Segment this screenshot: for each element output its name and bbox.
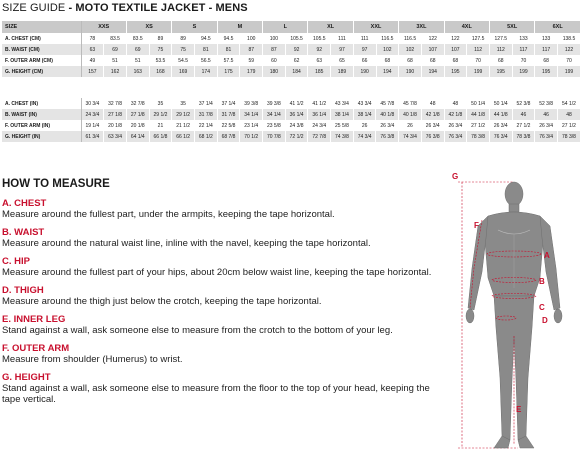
- table-cell: 76 3/8: [376, 131, 399, 142]
- row-label: A. CHEST (IN): [2, 98, 81, 109]
- table-cell: 195: [444, 66, 467, 77]
- table-cell: 112: [489, 44, 512, 55]
- table-cell: 21 1/2: [172, 120, 195, 131]
- table-cell: 27 1/8: [126, 109, 149, 120]
- table-cell: 62: [285, 55, 308, 66]
- step-description: Stand against a wall, ask someone else to measure from the crotch to the bottom of your leg.: [2, 325, 393, 336]
- table-cell: 53.5: [149, 55, 172, 66]
- figure-letter-b: B: [539, 277, 545, 286]
- table-cell: 83.5: [104, 33, 127, 44]
- table-cell: 75: [172, 44, 195, 55]
- table-cell: 44 1/8: [467, 109, 490, 120]
- table-cell: 30 3/4: [81, 98, 104, 109]
- title-prefix: SIZE GUIDE: [2, 2, 66, 14]
- table-cell: 87: [263, 44, 286, 55]
- table-cell: 50 1/4: [489, 98, 512, 109]
- row-label: B. WAIST (IN): [2, 109, 81, 120]
- table-cell: 199: [512, 66, 535, 77]
- step-title: D. THIGH: [2, 285, 44, 296]
- step-description: Measure around the natural waist line, inline with the navel, keeping the tape horizontal.: [2, 238, 371, 249]
- table-cell: 68: [376, 55, 399, 66]
- table-cell: 27 1/2: [557, 120, 580, 131]
- table-cell: 68 1/2: [194, 131, 217, 142]
- table-cell: 174: [194, 66, 217, 77]
- header-cell: SIZE: [2, 21, 81, 33]
- table-cell: 81: [194, 44, 217, 55]
- table-cell: 20 1/8: [104, 120, 127, 131]
- figure-letter-g: G: [452, 172, 459, 181]
- page-title: [2, 2, 248, 14]
- table-cell: 43 3/4: [353, 98, 376, 109]
- measure-step: [2, 372, 442, 405]
- table-cell: 52 3/8: [512, 98, 535, 109]
- row-label: B. WAIST (CM): [2, 44, 81, 55]
- header-cell: 5XL: [489, 21, 534, 33]
- step-title: B. WAIST: [2, 227, 45, 238]
- measure-step: [2, 343, 442, 365]
- table-cell: 92: [308, 44, 331, 55]
- table-cell: 35: [149, 98, 172, 109]
- measure-step: [2, 256, 442, 278]
- measure-step: [2, 198, 442, 220]
- table-cell: 31 7/8: [217, 109, 240, 120]
- table-cell: 168: [149, 66, 172, 77]
- table-cell: 138.5: [558, 33, 581, 44]
- table-cell: 26 3/4: [489, 120, 512, 131]
- table-cell: 100: [240, 33, 263, 44]
- table-cell: 57.5: [217, 55, 240, 66]
- table-cell: 70: [558, 55, 581, 66]
- measure-steps: [2, 198, 442, 412]
- header-cell: S: [172, 21, 217, 33]
- table-row: [2, 131, 581, 142]
- table-cell: 40 1/8: [376, 109, 399, 120]
- header-cell: XL: [308, 21, 353, 33]
- table-cell: 24 3/4: [81, 109, 104, 120]
- step-title: G. HEIGHT: [2, 372, 51, 383]
- table-cell: 74 3/8: [331, 131, 354, 142]
- table-cell: 133: [535, 33, 558, 44]
- table-cell: 46: [535, 109, 558, 120]
- table-cell: 35: [172, 98, 195, 109]
- table-cell: 122: [558, 44, 581, 55]
- table-row: [2, 120, 581, 131]
- table-cell: 43 3/4: [331, 98, 354, 109]
- table-cell: 37 1/4: [217, 98, 240, 109]
- table-cell: 34 1/4: [263, 109, 286, 120]
- table-cell: 83.5: [126, 33, 149, 44]
- table-cell: 107: [444, 44, 467, 55]
- table-cell: 116.5: [399, 33, 422, 44]
- table-cell: 107: [421, 44, 444, 55]
- how-to-measure-heading: HOW TO MEASURE: [2, 178, 110, 190]
- table-row: [2, 55, 581, 66]
- table-cell: 105.5: [285, 33, 308, 44]
- table-cell: 111: [331, 33, 354, 44]
- step-title: E. INNER LEG: [2, 314, 66, 325]
- table-cell: 50 1/4: [467, 98, 490, 109]
- measure-step: [2, 314, 442, 336]
- table-cell: 76 3/4: [535, 131, 558, 142]
- table-cell: 70: [467, 55, 490, 66]
- table-cell: 68: [489, 55, 512, 66]
- measure-step: [2, 285, 442, 307]
- table-cell: 52 3/8: [535, 98, 558, 109]
- title-suffix: - MOTO TEXTILE JACKET - MENS: [65, 2, 248, 14]
- table-cell: 29 1/2: [149, 109, 172, 120]
- table-cell: 39 3/8: [263, 98, 286, 109]
- table-cell: 27 1/2: [512, 120, 535, 131]
- table-cell: 56.5: [194, 55, 217, 66]
- table-cell: 189: [331, 66, 354, 77]
- body-measurement-figure: [448, 168, 582, 452]
- table-cell: 76 3/8: [421, 131, 444, 142]
- table-cell: 133: [512, 33, 535, 44]
- table-cell: 23 1/4: [240, 120, 263, 131]
- table-cell: 184: [285, 66, 308, 77]
- header-cell: 6XL: [535, 21, 581, 33]
- table-cell: 46: [512, 109, 535, 120]
- measure-step: [2, 227, 442, 249]
- table-cell: 195: [489, 66, 512, 77]
- step-title: F. OUTER ARM: [2, 343, 70, 354]
- table-cell: 76 3/4: [489, 131, 512, 142]
- step-description: Measure around the fullest part, under the armpits, keeping the tape horizontal.: [2, 209, 335, 220]
- table-cell: 76 3/4: [444, 131, 467, 142]
- table-cell: 29 1/2: [172, 109, 195, 120]
- table-cell: 194: [421, 66, 444, 77]
- table-cell: 26: [399, 120, 422, 131]
- table-cell: 36 1/4: [285, 109, 308, 120]
- table-cell: 26: [353, 120, 376, 131]
- figure-letter-c: C: [539, 303, 545, 312]
- table-cell: 180: [263, 66, 286, 77]
- figure-letter-d: D: [542, 316, 548, 325]
- table-cell: 89: [172, 33, 195, 44]
- table-cell: 127.5: [489, 33, 512, 44]
- table-cell: 27 1/2: [467, 120, 490, 131]
- table-cell: 63: [308, 55, 331, 66]
- table-row: [2, 66, 581, 77]
- table-cell: 70 1/2: [240, 131, 263, 142]
- table-cell: 64 1/4: [126, 131, 149, 142]
- table-cell: 94.5: [194, 33, 217, 44]
- table-row: [2, 44, 581, 55]
- table-cell: 102: [399, 44, 422, 55]
- table-cell: 24 3/8: [285, 120, 308, 131]
- table-cell: 40 1/8: [399, 109, 422, 120]
- table-cell: 31 7/8: [194, 109, 217, 120]
- header-cell: 4XL: [444, 21, 489, 33]
- table-cell: 162: [104, 66, 127, 77]
- table-cell: 81: [217, 44, 240, 55]
- table-cell: 111: [353, 33, 376, 44]
- table-cell: 45 7/8: [376, 98, 399, 109]
- table-cell: 42 1/8: [421, 109, 444, 120]
- table-header-row: [2, 21, 581, 33]
- table-cell: 194: [376, 66, 399, 77]
- table-cell: 175: [217, 66, 240, 77]
- table-cell: 21: [149, 120, 172, 131]
- table-cell: 94.5: [217, 33, 240, 44]
- table-cell: 89: [149, 33, 172, 44]
- table-cell: 66 1/2: [172, 131, 195, 142]
- step-description: Measure around the thigh just below the crotch, keeping the tape horizontal.: [2, 296, 322, 307]
- table-cell: 37 1/4: [194, 98, 217, 109]
- table-cell: 26 3/4: [376, 120, 399, 131]
- table-cell: 54.5: [172, 55, 195, 66]
- table-cell: 34 1/4: [240, 109, 263, 120]
- table-cell: 66 1/8: [149, 131, 172, 142]
- table-cell: 22 1/4: [194, 120, 217, 131]
- table-cell: 42 1/8: [444, 109, 467, 120]
- table-cell: 190: [353, 66, 376, 77]
- table-cell: 78 3/8: [557, 131, 580, 142]
- table-cell: 38 1/4: [331, 109, 354, 120]
- table-cell: 51: [104, 55, 127, 66]
- row-label: G. HEIGHT (CM): [2, 66, 81, 77]
- table-cell: 102: [376, 44, 399, 55]
- table-cell: 185: [308, 66, 331, 77]
- table-cell: 100: [263, 33, 286, 44]
- table-cell: 32 7/8: [126, 98, 149, 109]
- table-cell: 48: [421, 98, 444, 109]
- table-cell: 54 1/2: [557, 98, 580, 109]
- step-description: Stand against a wall, ask someone else to measure from the floor to the top of your head, keeping the tape vertical.: [2, 383, 430, 405]
- table-cell: 19 1/4: [81, 120, 104, 131]
- table-cell: 74 3/4: [399, 131, 422, 142]
- table-cell: 70: [512, 55, 535, 66]
- step-title: A. CHEST: [2, 198, 47, 209]
- step-description: Measure around the fullest part of your hips, about 20cm below waist line, keeping the tape horizontal.: [2, 267, 432, 278]
- header-cell: 3XL: [399, 21, 444, 33]
- table-cell: 23 5/8: [263, 120, 286, 131]
- table-cell: 26 3/4: [421, 120, 444, 131]
- table-cell: 97: [331, 44, 354, 55]
- table-cell: 26 3/4: [535, 120, 558, 131]
- table-cell: 199: [558, 66, 581, 77]
- table-cell: 78 3/8: [512, 131, 535, 142]
- table-cell: 117: [512, 44, 535, 55]
- header-cell: XXL: [353, 21, 398, 33]
- table-cell: 20 1/8: [126, 120, 149, 131]
- table-cell: 41 1/2: [285, 98, 308, 109]
- table-cell: 157: [81, 66, 104, 77]
- row-label: F. OUTER ARM (IN): [2, 120, 81, 131]
- table-cell: 169: [172, 66, 195, 77]
- table-cell: 199: [467, 66, 490, 77]
- table-cell: 195: [535, 66, 558, 77]
- step-description: Measure from shoulder (Humerus) to wrist.: [2, 354, 183, 365]
- table-cell: 74 3/4: [353, 131, 376, 142]
- table-cell: 45 7/8: [399, 98, 422, 109]
- table-cell: 48: [444, 98, 467, 109]
- header-cell: L: [263, 21, 308, 33]
- table-cell: 59: [240, 55, 263, 66]
- table-cell: 38 1/4: [353, 109, 376, 120]
- table-cell: 63: [81, 44, 104, 55]
- table-cell: 87: [240, 44, 263, 55]
- table-cell: 25 5/8: [331, 120, 354, 131]
- table-cell: 92: [285, 44, 308, 55]
- table-cell: 117: [535, 44, 558, 55]
- table-cell: 39 3/8: [240, 98, 263, 109]
- figure-letter-a: A: [544, 251, 550, 260]
- table-cell: 44 1/8: [489, 109, 512, 120]
- table-cell: 66: [353, 55, 376, 66]
- table-cell: 61 3/4: [81, 131, 104, 142]
- table-row: [2, 98, 581, 109]
- figure-letter-f: F: [474, 221, 479, 230]
- row-label: A. CHEST (CM): [2, 33, 81, 44]
- table-cell: 68: [421, 55, 444, 66]
- table-cell: 75: [149, 44, 172, 55]
- row-label: F. OUTER ARM (CM): [2, 55, 81, 66]
- table-cell: 26 3/4: [444, 120, 467, 131]
- table-cell: 127.5: [467, 33, 490, 44]
- table-row: [2, 109, 581, 120]
- table-cell: 78: [81, 33, 104, 44]
- table-cell: 22 5/8: [217, 120, 240, 131]
- table-cell: 78 3/8: [467, 131, 490, 142]
- table-cell: 68: [399, 55, 422, 66]
- table-cell: 60: [263, 55, 286, 66]
- table-cell: 27 1/8: [104, 109, 127, 120]
- row-label: G. HEIGHT (IN): [2, 131, 81, 142]
- table-cell: 63 3/4: [104, 131, 127, 142]
- table-cell: 24 3/4: [308, 120, 331, 131]
- table-cell: 105.5: [308, 33, 331, 44]
- step-title: C. HIP: [2, 256, 30, 267]
- table-cell: 68: [535, 55, 558, 66]
- table-cell: 36 1/4: [308, 109, 331, 120]
- table-cell: 70 7/8: [263, 131, 286, 142]
- table-cell: 68 7/8: [217, 131, 240, 142]
- table-cell: 122: [421, 33, 444, 44]
- table-cell: 68: [444, 55, 467, 66]
- size-table-cm: [2, 21, 581, 77]
- table-cell: 163: [126, 66, 149, 77]
- table-cell: 69: [126, 44, 149, 55]
- table-cell: 112: [467, 44, 490, 55]
- table-cell: 69: [104, 44, 127, 55]
- table-cell: 48: [557, 109, 580, 120]
- table-cell: 49: [81, 55, 104, 66]
- header-cell: M: [217, 21, 262, 33]
- table-cell: 179: [240, 66, 263, 77]
- table-cell: 51: [126, 55, 149, 66]
- table-cell: 65: [331, 55, 354, 66]
- table-cell: 122: [444, 33, 467, 44]
- table-cell: 32 7/8: [104, 98, 127, 109]
- header-cell: XXS: [81, 21, 126, 33]
- table-cell: 116.5: [376, 33, 399, 44]
- figure-letter-e: E: [516, 405, 522, 414]
- table-cell: 190: [399, 66, 422, 77]
- table-row: [2, 33, 581, 44]
- header-cell: XS: [126, 21, 171, 33]
- table-cell: 97: [353, 44, 376, 55]
- size-table-in: [2, 98, 581, 142]
- table-cell: 41 1/2: [308, 98, 331, 109]
- table-cell: 72 1/2: [285, 131, 308, 142]
- table-cell: 72 7/8: [308, 131, 331, 142]
